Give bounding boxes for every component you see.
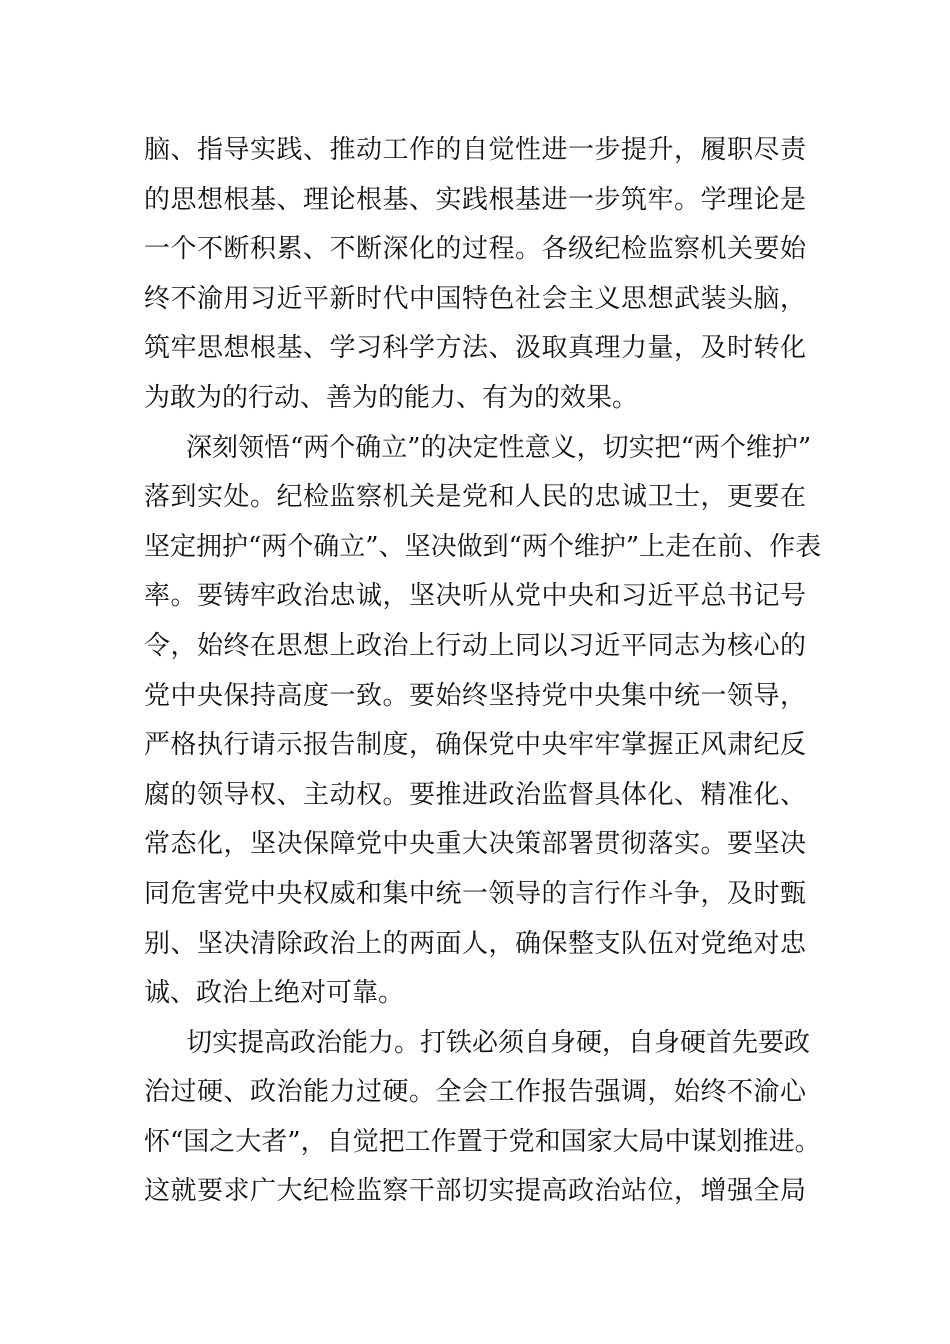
text-line: 令，始终在思想上政治上行动上同以习近平同志为核心的 — [144, 630, 806, 661]
paragraph-3 — [144, 1019, 821, 1217]
text-line: 一个不断积累、不断深化的过程。各级纪检监察机关要始 — [144, 234, 806, 265]
text-line: 严格执行请示报告制度，确保党中央牢牢掌握正风肃纪反 — [144, 730, 806, 761]
paragraph-1 — [144, 126, 806, 424]
text-line: 筑牢思想根基、学习科学方法、汲取真理力量，及时转化 — [144, 333, 806, 364]
text-line: 为敢为的行动、善为的能力、有为的效果。 — [144, 382, 639, 413]
text-line: 治过硬、政治能力过硬。全会工作报告强调，始终不渝心 — [144, 1077, 806, 1108]
text-line: 落到实处。纪检监察机关是党和人民的忠诚卫士，更要在 — [144, 482, 806, 513]
text-line: 坚定拥护“两个确立”、坚决做到“两个维护”上走在前、作表 — [144, 531, 822, 562]
text-line: 别、坚决清除政治上的两面人，确保整支队伍对党绝对忠 — [144, 928, 806, 959]
text-line: 常态化，坚决保障党中央重大决策部署贯彻落实。要坚决 — [144, 829, 806, 860]
text-line: 腐的领导权、主动权。要推进政治监督具体化、精准化、 — [144, 779, 806, 810]
text-line: 终不渝用习近平新时代中国特色社会主义思想武装头脑， — [144, 283, 806, 314]
text-line: 怀“国之大者”，自觉把工作置于党和国家大局中谋划推进。 — [144, 1126, 821, 1157]
text-line: 脑、指导实践、推动工作的自觉性进一步提升，履职尽责 — [144, 135, 806, 165]
text-line: 的思想根基、理论根基、实践根基进一步筑牢。学理论是 — [144, 184, 806, 215]
text-line: 党中央保持高度一致。要始终坚持党中央集中统一领导， — [144, 680, 806, 711]
body-text — [144, 126, 822, 1217]
text-line: 切实提高政治能力。打铁必须自身硬，自身硬首先要政 — [186, 1027, 811, 1058]
text-line: 诚、政治上绝对可靠。 — [144, 978, 405, 1009]
paragraph-2 — [144, 424, 822, 1019]
text-line: 深刻领悟“两个确立”的决定性意义，切实把“两个维护” — [186, 432, 812, 463]
text-line: 率。要铸牢政治忠诚，坚决听从党中央和习近平总书记号 — [144, 581, 806, 612]
text-line: 这就要求广大纪检监察干部切实提高政治站位，增强全局 — [144, 1176, 806, 1207]
text-line: 同危害党中央权威和集中统一领导的言行作斗争，及时甄 — [144, 878, 806, 909]
